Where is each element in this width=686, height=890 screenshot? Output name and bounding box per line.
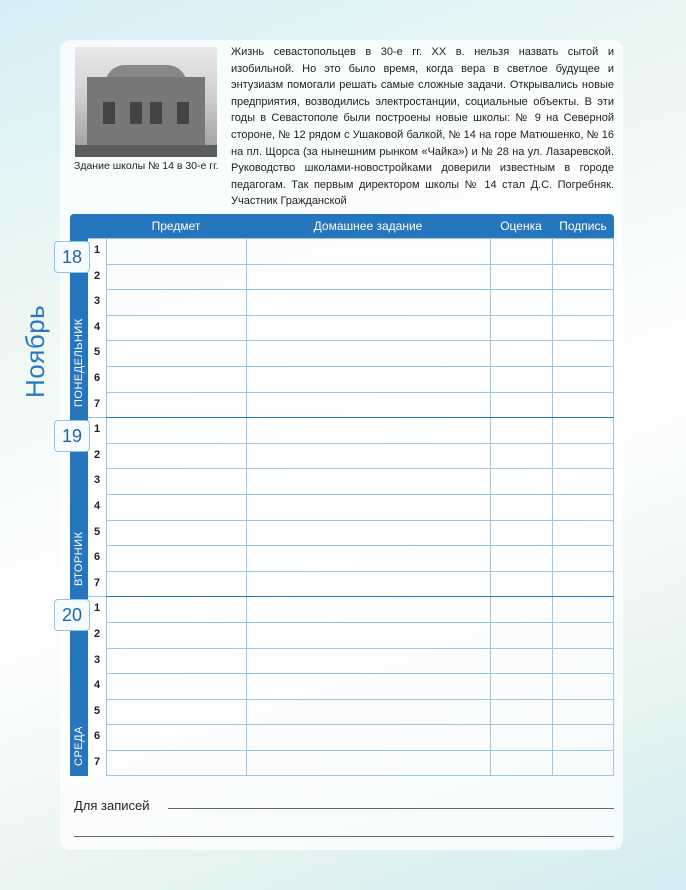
table-row[interactable] [107,572,613,597]
lesson-number: 2 [93,269,101,282]
building-window [103,102,115,124]
table-row[interactable] [107,290,613,315]
weekday-label: ВТОРНИК [73,531,85,587]
school-photo [75,47,217,157]
lesson-number: 7 [93,756,101,768]
month-title: Ноябрь [20,304,50,398]
table-row[interactable] [107,495,613,520]
lesson-number: 4 [93,320,101,333]
table-row[interactable] [107,316,613,341]
lesson-number: 5 [93,346,101,359]
lesson-number: 4 [93,500,101,512]
weekday-label: ПОНЕДЕЛЬНИК [73,318,85,408]
lesson-number: 5 [93,525,101,538]
lesson-number: 6 [93,372,101,384]
table-row[interactable] [107,239,613,264]
weekday-label: СРЕДА [73,725,85,766]
table-row[interactable] [107,444,613,469]
lesson-number: 1 [93,244,101,256]
column-header-signature: Подпись [559,219,607,233]
lesson-number: 6 [93,551,101,564]
day-date-badge: 19 [54,420,90,452]
table-header [70,214,614,238]
table-row[interactable] [107,521,613,546]
lesson-number: 7 [93,397,101,410]
lesson-number: 4 [93,679,101,692]
building-ground [75,145,217,157]
notes-line[interactable] [168,808,614,809]
table-row[interactable] [107,393,613,418]
column-header-subject: Предмет [151,219,201,233]
table-row[interactable] [107,725,613,750]
table-row[interactable] [107,265,613,290]
notes-label: Для записей [74,798,150,813]
photo-caption: Здание школы № 14 в 30-е гг. [74,160,219,172]
table-row[interactable] [107,674,613,699]
table-row[interactable] [107,418,613,443]
table-row[interactable] [107,597,613,622]
lesson-number: 3 [93,653,101,666]
table-row[interactable] [107,649,613,674]
table-row[interactable] [107,751,613,776]
table-row[interactable] [107,367,613,392]
lesson-number: 1 [93,423,101,436]
lesson-number: 6 [93,730,101,743]
table-row[interactable] [107,623,613,648]
table-row[interactable] [107,700,613,725]
lesson-number: 7 [93,576,101,589]
lesson-number: 5 [93,704,101,717]
lesson-number: 3 [93,474,101,487]
column-header-grade: Оценка [500,219,542,233]
lesson-number: 2 [93,448,101,461]
lesson-number: 3 [93,295,101,308]
table-row[interactable] [107,546,613,571]
building-window [130,102,142,124]
day-date-badge: 20 [54,599,90,631]
building-window [177,102,189,124]
table-row[interactable] [107,469,613,494]
lesson-number: 1 [93,602,101,615]
column-header-homework: Домашнее задание [313,219,423,233]
notes-line[interactable] [74,836,614,837]
day-date-badge: 18 [54,241,90,273]
building-window [150,102,162,124]
intro-text: Жизнь севастопольцев в 30-е гг. XX в. нельзя назвать сытой и изобильной. Но это было время, когда вера в светлое будущее и энтузиазм помогали решать самые сложные задачи. Открывались новые предприятия, возводились электростанции, социальные объекты. В эти годы в Севастополе были построены новые школы: № 9 на Северной стороне, № 12 рядом с Ушаковой балкой, № 14 на горе Матюшенко, № 16 на пл. Щорса (за нынешним рынком «Чайка») и № 28 на ул. Лазаревской. Руководство школами-новостройками доверили известным в городе педагогам. Так первым директором школы № 14 стал Д.С. Погребняк. Участник Гражданской [231,46,614,208]
lesson-number: 2 [93,628,101,640]
table-row[interactable] [107,341,613,366]
